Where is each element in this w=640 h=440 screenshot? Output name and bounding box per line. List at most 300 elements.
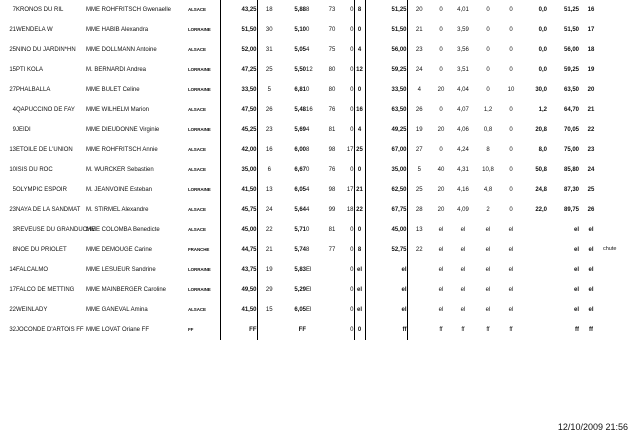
- col-c3-cell: El: [306, 267, 312, 273]
- col-c3-cell: 0: [306, 87, 310, 93]
- col-c2-cell: 6,05: [294, 187, 306, 193]
- table-row: [0, 60, 630, 80]
- col-c1-cell: 24: [265, 207, 273, 213]
- score1-cell: 33,50: [220, 80, 257, 100]
- horse-name-cell: NOE DU PRIOLET: [16, 247, 67, 253]
- col-d1-cell: 20: [415, 7, 423, 13]
- final-rank-cell: el: [588, 267, 594, 273]
- table-row: [0, 120, 630, 140]
- col-c5-cell: 17: [340, 140, 354, 160]
- final-rank-cell: 19: [587, 67, 595, 73]
- col-d1-cell: 23: [415, 47, 423, 53]
- col-c3-cell: 4: [306, 47, 310, 53]
- total-cell: 51,50: [563, 27, 579, 33]
- total-cell: 56,00: [563, 47, 579, 53]
- col-c2-cell: 6,05: [294, 307, 306, 313]
- rank-cell: 21: [9, 27, 16, 33]
- col-d4-cell: 0: [486, 7, 490, 13]
- rider-name-cell: MME LOVAT Oriane FF: [86, 327, 150, 333]
- col-d6-cell: 24,8: [535, 187, 547, 193]
- col-d2-cell: 0: [439, 27, 443, 33]
- col-c3-cell: 4: [306, 207, 310, 213]
- col-d1-cell: 13: [415, 227, 423, 233]
- col-d6-cell: 1,2: [538, 107, 547, 113]
- col-d3-cell: el: [460, 247, 466, 253]
- col-d1-cell: [407, 320, 431, 340]
- col-d1-cell: 22: [415, 247, 423, 253]
- col-c4-cell: [324, 300, 340, 320]
- score2-cell: 63,50: [365, 100, 407, 120]
- score2-cell: 62,50: [365, 180, 407, 200]
- col-c1-cell: 25: [265, 67, 273, 73]
- score1-cell: 43,25: [220, 0, 257, 20]
- col-d3-cell: ff: [461, 327, 465, 333]
- col-c3-cell: El: [306, 287, 312, 293]
- col-c1-cell: 21: [265, 247, 273, 253]
- col-c6-cell: 4: [357, 127, 362, 133]
- col-c5-cell: 0: [340, 160, 354, 180]
- col-d3-cell: 4,16: [457, 187, 469, 193]
- horse-name-cell: PTI KOLA: [16, 67, 44, 73]
- col-d2-cell: 20: [437, 87, 445, 93]
- table-row: [0, 20, 630, 40]
- score2-cell: 49,25: [365, 120, 407, 140]
- horse-name-cell: REVEUSE DU GRANDUCHE: [16, 227, 96, 233]
- col-d5-cell: 0: [509, 167, 513, 173]
- score2-cell: 67,00: [365, 140, 407, 160]
- col-c4-cell: 77: [328, 247, 336, 253]
- rank-cell: 32: [9, 327, 16, 333]
- final-rank-cell: 21: [587, 107, 595, 113]
- col-c1-cell: 15: [265, 307, 273, 313]
- table-row: [0, 0, 630, 20]
- col-c1-cell: 18: [265, 7, 273, 13]
- col-d2-cell: 20: [437, 127, 445, 133]
- col-c1-cell: 19: [265, 267, 273, 273]
- rider-name-cell: MME ROHFRITSCH Annie: [86, 147, 158, 153]
- final-rank-cell: el: [588, 247, 594, 253]
- rank-cell: 27: [9, 87, 16, 93]
- col-c2-cell: 5,10: [294, 27, 306, 33]
- col-d1-cell: 26: [415, 107, 423, 113]
- rank-cell: 23: [9, 207, 16, 213]
- col-d2-cell: el: [438, 287, 444, 293]
- col-c6-cell: el: [356, 267, 362, 273]
- col-d6-cell: 50,8: [535, 167, 547, 173]
- score2-cell: el: [365, 280, 407, 300]
- final-rank-cell: 26: [587, 207, 595, 213]
- col-c6-cell: 22: [356, 207, 363, 213]
- col-d4-cell: 2: [486, 207, 490, 213]
- col-c6-cell: 12: [356, 67, 363, 73]
- col-c6-cell: 8: [357, 247, 362, 253]
- score2-cell: 45,00: [365, 220, 407, 240]
- col-c6-cell: 25: [356, 147, 363, 153]
- rank-cell: 3: [12, 227, 16, 233]
- rider-name-cell: MME GANEVAL Amina: [86, 307, 148, 313]
- col-d6-cell: [521, 260, 547, 280]
- col-c6-cell: 8: [357, 7, 362, 13]
- col-c2-cell: 5,71: [294, 227, 306, 233]
- final-rank-cell: 25: [587, 187, 595, 193]
- col-d4-cell: 4,8: [483, 187, 493, 193]
- col-d6-cell: 20,8: [535, 127, 547, 133]
- col-d6-cell: 8,0: [538, 147, 547, 153]
- col-c4-cell: 76: [328, 107, 336, 113]
- rider-name-cell: MME MAINBERGER Caroline: [86, 287, 167, 293]
- col-c4-cell: 70: [328, 27, 336, 33]
- col-c5-cell: 0: [340, 60, 354, 80]
- col-d1-cell: 4: [417, 87, 421, 93]
- col-c3-cell: 8: [306, 7, 310, 13]
- col-d6-cell: 0,0: [538, 67, 547, 73]
- col-c4-cell: 98: [328, 147, 336, 153]
- remark-cell: [603, 160, 630, 180]
- score1-cell: 49,50: [220, 280, 257, 300]
- table-row: [0, 240, 630, 260]
- total-cell: el: [573, 267, 579, 273]
- footer-timestamp: 12/10/2009 21:56: [557, 422, 628, 432]
- total-cell: 70,05: [563, 127, 579, 133]
- table-row: [0, 280, 630, 300]
- score2-cell: 67,75: [365, 200, 407, 220]
- col-c1-cell: 26: [265, 107, 273, 113]
- col-d5-cell: el: [508, 227, 514, 233]
- rank-cell: 8: [12, 247, 16, 253]
- table-row: [0, 40, 630, 60]
- col-d4-cell: 0: [486, 87, 490, 93]
- col-d6-cell: 30,0: [535, 87, 547, 93]
- col-c3-cell: [306, 320, 324, 340]
- col-c1-cell: 31: [265, 47, 273, 53]
- region-cell: LORRAINE: [188, 280, 220, 300]
- col-c6-cell: el: [356, 307, 362, 313]
- col-d1-cell: 25: [415, 187, 423, 193]
- col-d5-cell: 10: [507, 87, 515, 93]
- total-cell: 59,25: [563, 67, 579, 73]
- remark-cell: [603, 280, 630, 300]
- col-c4-cell: 81: [328, 227, 336, 233]
- col-c3-cell: 4: [306, 127, 310, 133]
- col-c5-cell: 18: [340, 200, 354, 220]
- final-rank-cell: ff: [589, 327, 593, 333]
- remark-cell: [603, 100, 630, 120]
- score1-cell: 45,25: [220, 120, 257, 140]
- col-c4-cell: 76: [328, 167, 336, 173]
- col-d5-cell: ff: [509, 327, 513, 333]
- col-d4-cell: 0: [486, 27, 490, 33]
- remark-cell: [603, 300, 630, 320]
- col-c2-cell: 6,67: [294, 167, 306, 173]
- col-d5-cell: el: [508, 267, 514, 273]
- col-c4-cell: 81: [328, 127, 336, 133]
- col-d3-cell: 4,06: [457, 127, 469, 133]
- score1-cell: 35,00: [220, 160, 257, 180]
- col-c2-cell: 5,69: [294, 127, 306, 133]
- total-cell: 64,70: [563, 107, 579, 113]
- final-rank-cell: 22: [587, 127, 595, 133]
- rank-cell: 5: [12, 187, 16, 193]
- score2-cell: 56,00: [365, 40, 407, 60]
- col-d6-cell: [521, 240, 547, 260]
- col-c2-cell: 5,88: [294, 7, 306, 13]
- total-cell: el: [573, 287, 579, 293]
- col-c6-cell: 0: [357, 167, 362, 173]
- horse-name-cell: ISIS DU ROC: [16, 167, 53, 173]
- final-rank-cell: 23: [587, 147, 595, 153]
- table-row: [0, 220, 630, 240]
- score1-cell: FF: [220, 320, 257, 340]
- score2-cell: 51,50: [365, 20, 407, 40]
- col-d3-cell: 4,09: [457, 207, 469, 213]
- col-d5-cell: 0: [509, 27, 513, 33]
- col-c3-cell: 0: [306, 227, 310, 233]
- score1-cell: 47,25: [220, 60, 257, 80]
- col-d5-cell: 0: [509, 127, 513, 133]
- col-d3-cell: 4,24: [457, 147, 469, 153]
- score1-cell: 41,50: [220, 180, 257, 200]
- remark-cell: [603, 320, 630, 340]
- col-d3-cell: 4,07: [457, 107, 469, 113]
- region-cell: ALSACE: [188, 0, 220, 20]
- horse-name-cell: JEIDI: [16, 127, 31, 133]
- col-c6-cell: 0: [357, 27, 362, 33]
- remark-cell: [603, 140, 630, 160]
- col-d1-cell: 24: [415, 67, 423, 73]
- score1-cell: 52,00: [220, 40, 257, 60]
- score1-cell: 45,75: [220, 200, 257, 220]
- horse-name-cell: QAPUCCINO DE FAY: [16, 107, 75, 113]
- col-c1-cell: [257, 320, 281, 340]
- final-rank-cell: 17: [587, 27, 595, 33]
- col-c4-cell: 98: [328, 187, 336, 193]
- col-c6-cell: 0: [357, 327, 362, 333]
- total-cell: 89,75: [563, 207, 579, 213]
- table-row: [0, 180, 630, 200]
- remark-cell: [603, 180, 630, 200]
- col-c5-cell: 0: [340, 120, 354, 140]
- col-c2-cell: 6,00: [294, 147, 306, 153]
- col-c2-cell: 5,05: [294, 47, 306, 53]
- col-c1-cell: 16: [265, 147, 273, 153]
- rider-name-cell: M. STIRMEL Alexandre: [86, 207, 149, 213]
- col-d5-cell: 0: [509, 7, 513, 13]
- region-cell: LORRAINE: [188, 120, 220, 140]
- col-c1-cell: 22: [265, 227, 273, 233]
- rider-name-cell: MME COLOMBA Benedicte: [86, 227, 160, 233]
- total-cell: el: [573, 307, 579, 313]
- rank-cell: 9: [12, 127, 16, 133]
- col-c3-cell: 4: [306, 187, 310, 193]
- score2-cell: el: [365, 260, 407, 280]
- rider-name-cell: M. JEANVOINE Esteban: [86, 187, 153, 193]
- col-d2-cell: el: [438, 267, 444, 273]
- col-c3-cell: 16: [306, 107, 313, 113]
- col-d1-cell: 28: [415, 207, 423, 213]
- col-d3-cell: el: [460, 287, 466, 293]
- col-d3-cell: el: [460, 267, 466, 273]
- final-rank-cell: 20: [587, 87, 595, 93]
- remark-cell: [603, 120, 630, 140]
- remark-cell: [603, 80, 630, 100]
- region-cell: ALSACE: [188, 100, 220, 120]
- region-cell: ALSACE: [188, 200, 220, 220]
- col-d2-cell: 0: [439, 7, 443, 13]
- col-d6-cell: 0,0: [538, 7, 547, 13]
- col-d6-cell: [521, 220, 547, 240]
- col-c4-cell: 75: [328, 47, 336, 53]
- region-cell: LORRAINE: [188, 180, 220, 200]
- col-d5-cell: el: [508, 287, 514, 293]
- rider-name-cell: M. WURCKER Sebastien: [86, 167, 154, 173]
- col-c5-cell: 0: [340, 300, 354, 320]
- final-rank-cell: el: [588, 227, 594, 233]
- score2-cell: el: [365, 300, 407, 320]
- remark-cell: [603, 60, 630, 80]
- col-d3-cell: el: [460, 227, 466, 233]
- col-d2-cell: ff: [439, 327, 443, 333]
- col-c2-cell: 5,29: [294, 287, 306, 293]
- table-row: [0, 100, 630, 120]
- col-d6-cell: 0,0: [538, 47, 547, 53]
- total-cell: 85,80: [563, 167, 579, 173]
- col-c2-cell: 5,64: [294, 207, 306, 213]
- rider-name-cell: MME ROHFRITSCH Gwenaelle: [86, 7, 172, 13]
- horse-name-cell: NAYA DE LA SANDMAT: [16, 207, 81, 213]
- col-d1-cell: 21: [415, 27, 423, 33]
- col-d2-cell: el: [438, 247, 444, 253]
- col-c2-cell: 5,50: [294, 67, 306, 73]
- col-c4-cell: 73: [328, 7, 336, 13]
- col-c6-cell: 0: [357, 227, 362, 233]
- final-rank-cell: 16: [587, 7, 595, 13]
- col-d2-cell: 20: [437, 187, 445, 193]
- rank-cell: 22: [9, 307, 16, 313]
- col-d4-cell: 1,2: [483, 107, 493, 113]
- remark-cell: chute: [603, 246, 617, 253]
- final-rank-cell: el: [588, 307, 594, 313]
- col-c5-cell: 0: [340, 20, 354, 40]
- rider-name-cell: M. BERNARDI Andrea: [86, 67, 147, 73]
- remark-cell: [603, 40, 630, 60]
- final-rank-cell: el: [588, 287, 594, 293]
- rider-name-cell: MME LESUEUR Sandrine: [86, 267, 156, 273]
- region-cell: ALSACE: [188, 300, 220, 320]
- col-c3-cell: 8: [306, 247, 310, 253]
- remark-cell: [603, 260, 630, 280]
- score1-cell: 42,00: [220, 140, 257, 160]
- col-c1-cell: 13: [265, 187, 273, 193]
- col-c4-cell: [324, 280, 340, 300]
- col-d4-cell: el: [485, 287, 491, 293]
- col-c6-cell: el: [356, 287, 362, 293]
- total-cell: ff: [575, 327, 579, 333]
- col-c5-cell: 0: [340, 80, 354, 100]
- remark-cell: [603, 200, 630, 220]
- col-d4-cell: el: [485, 267, 491, 273]
- col-c6-cell: 0: [357, 87, 362, 93]
- table-row: [0, 200, 630, 220]
- col-d2-cell: 0: [439, 107, 443, 113]
- horse-name-cell: FALCO DE METTING: [16, 287, 75, 293]
- col-d6-cell: 0,0: [538, 27, 547, 33]
- col-c1-cell: 23: [265, 127, 273, 133]
- col-c3-cell: 12: [306, 67, 313, 73]
- score2-cell: 59,25: [365, 60, 407, 80]
- col-c5-cell: 0: [340, 40, 354, 60]
- col-c1-cell: 30: [265, 27, 273, 33]
- score1-cell: 45,00: [220, 220, 257, 240]
- rank-cell: 15: [9, 67, 16, 73]
- col-d3-cell: el: [460, 307, 466, 313]
- table-row: [0, 140, 630, 160]
- final-rank-cell: 24: [587, 167, 595, 173]
- score1-cell: 51,50: [220, 20, 257, 40]
- col-d4-cell: 0: [486, 47, 490, 53]
- horse-name-cell: FALCALMO: [16, 267, 49, 273]
- region-cell: FF: [188, 320, 220, 340]
- region-cell: FRANCHE: [188, 240, 220, 260]
- col-d2-cell: el: [438, 227, 444, 233]
- rank-cell: 7: [12, 7, 16, 13]
- col-d5-cell: el: [508, 307, 514, 313]
- rider-name-cell: MME DEMOUGE Carine: [86, 247, 153, 253]
- col-c2-cell: 5,74: [294, 247, 306, 253]
- col-c5-cell: 0: [340, 240, 354, 260]
- col-c5-cell: 0: [340, 0, 354, 20]
- rider-name-cell: MME HABIB Alexandra: [86, 27, 149, 33]
- remark-cell: [603, 0, 630, 20]
- table-row: [0, 320, 630, 340]
- col-d4-cell: el: [485, 247, 491, 253]
- col-d6-cell: [521, 320, 547, 340]
- col-c3-cell: El: [306, 307, 312, 313]
- horse-name-cell: PHALBALLA: [16, 87, 51, 93]
- col-d5-cell: 0: [509, 107, 513, 113]
- col-d1-cell: 27: [415, 147, 423, 153]
- col-c6-cell: 16: [356, 107, 363, 113]
- region-cell: LORRAINE: [188, 260, 220, 280]
- rank-cell: 13: [9, 147, 16, 153]
- col-c5-cell: 0: [340, 280, 354, 300]
- col-c1-cell: 6: [267, 167, 271, 173]
- col-d4-cell: el: [485, 307, 491, 313]
- rank-cell: 25: [9, 47, 16, 53]
- col-d4-cell: el: [485, 227, 491, 233]
- table-row: [0, 260, 630, 280]
- col-c2-cell: FF: [298, 327, 306, 333]
- col-c4-cell: [324, 260, 340, 280]
- region-cell: ALSACE: [188, 160, 220, 180]
- col-c2-cell: 6,81: [294, 87, 306, 93]
- col-c3-cell: 8: [306, 147, 310, 153]
- col-c5-cell: 0: [340, 100, 354, 120]
- total-cell: 51,25: [563, 7, 579, 13]
- region-cell: LORRAINE: [188, 60, 220, 80]
- horse-name-cell: WENDELA W: [16, 27, 53, 33]
- region-cell: LORRAINE: [188, 20, 220, 40]
- horse-name-cell: WEINLADY: [16, 307, 48, 313]
- rider-name-cell: MME DOLLMANN Antoine: [86, 47, 157, 53]
- col-d2-cell: 0: [439, 47, 443, 53]
- score1-cell: 47,50: [220, 100, 257, 120]
- col-c6-cell: 21: [356, 187, 363, 193]
- col-c3-cell: 0: [306, 27, 310, 33]
- rider-name-cell: MME BULET Celine: [86, 87, 140, 93]
- region-cell: ALSACE: [188, 220, 220, 240]
- col-d4-cell: 8: [486, 147, 490, 153]
- col-d5-cell: 0: [509, 207, 513, 213]
